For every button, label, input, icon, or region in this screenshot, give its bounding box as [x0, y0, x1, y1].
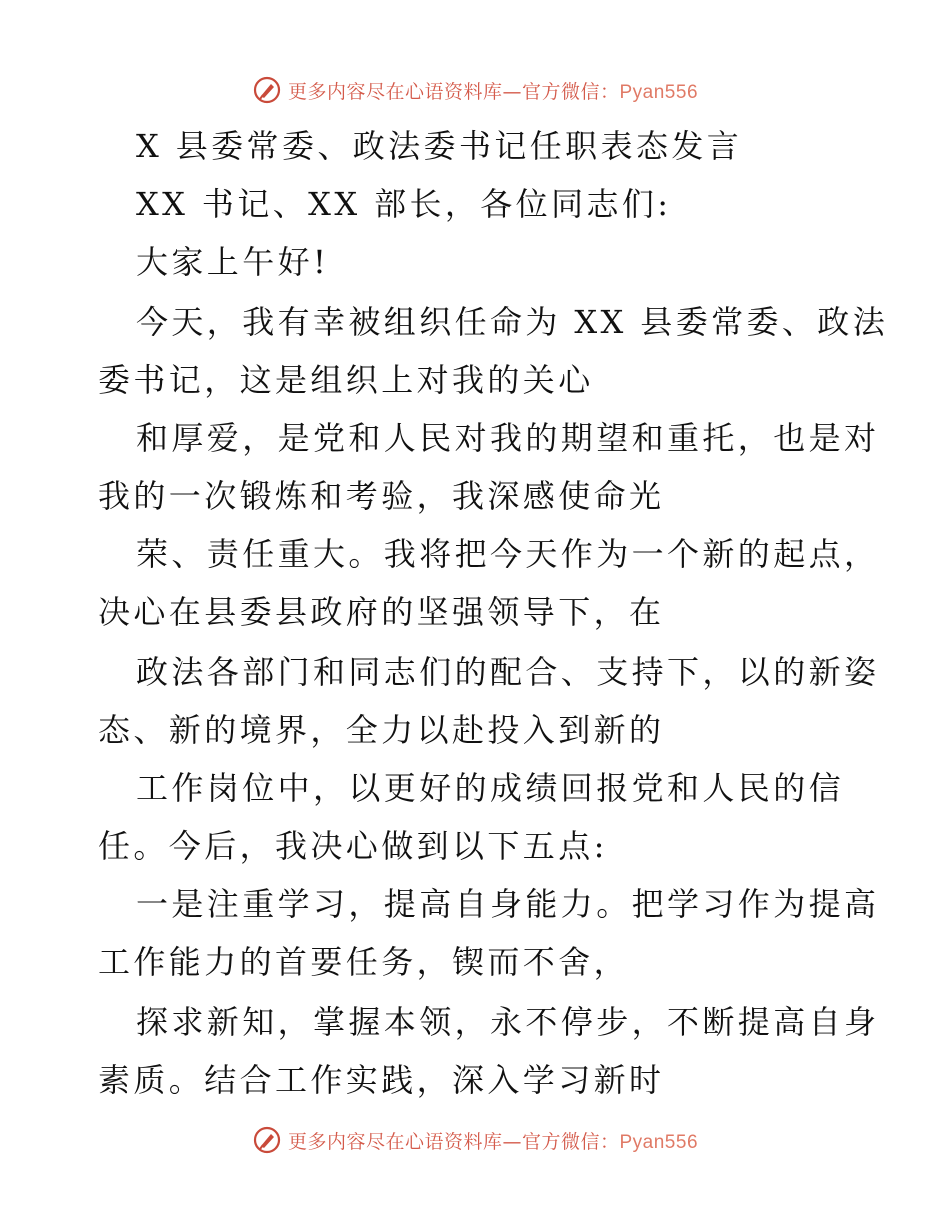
doc-line: 素质。结合工作实践，深入学习新时: [98, 1061, 665, 1099]
pen-nib-logo-icon: [252, 75, 282, 105]
doc-line: 探求新知，掌握本领，永不停步，不断提高自身: [136, 1003, 880, 1041]
doc-line: 决心在县委县政府的坚强领导下，在: [98, 593, 665, 631]
doc-line: 委书记，这是组织上对我的关心: [98, 361, 594, 399]
watermark-text: 更多内容尽在心语资料库—官方微信：Pyan556: [287, 1130, 699, 1153]
doc-line: 工作岗位中，以更好的成绩回报党和人民的信: [136, 769, 845, 807]
doc-title: X 县委常委、政法委书记任职表态发言: [136, 127, 743, 165]
header-watermark: [0, 70, 950, 110]
watermark-text: 更多内容尽在心语资料库—官方微信：Pyan556: [287, 80, 699, 103]
footer-watermark: [0, 1120, 950, 1160]
pen-nib-logo-icon: [252, 1125, 282, 1155]
doc-line: 一是注重学习，提高自身能力。把学习作为提高: [136, 885, 880, 923]
doc-line: 今天，我有幸被组织任命为 XX 县委常委、政法: [136, 303, 889, 341]
doc-line: 任。今后，我决心做到以下五点:: [98, 827, 608, 865]
doc-salutation: XX 书记、XX 部长，各位同志们:: [136, 185, 672, 223]
doc-line: 态、新的境界，全力以赴投入到新的: [98, 711, 665, 749]
doc-line: 和厚爱，是党和人民对我的期望和重托，也是对: [136, 419, 880, 457]
doc-line: 荣、责任重大。我将把今天作为一个新的起点，: [136, 535, 880, 573]
doc-line: 工作能力的首要任务，锲而不舍，: [98, 943, 630, 981]
doc-line: 我的一次锻炼和考验，我深感使命光: [98, 477, 665, 515]
doc-greeting: 大家上午好!: [136, 243, 330, 281]
doc-line: 政法各部门和同志们的配合、支持下，以的新姿: [136, 653, 880, 691]
